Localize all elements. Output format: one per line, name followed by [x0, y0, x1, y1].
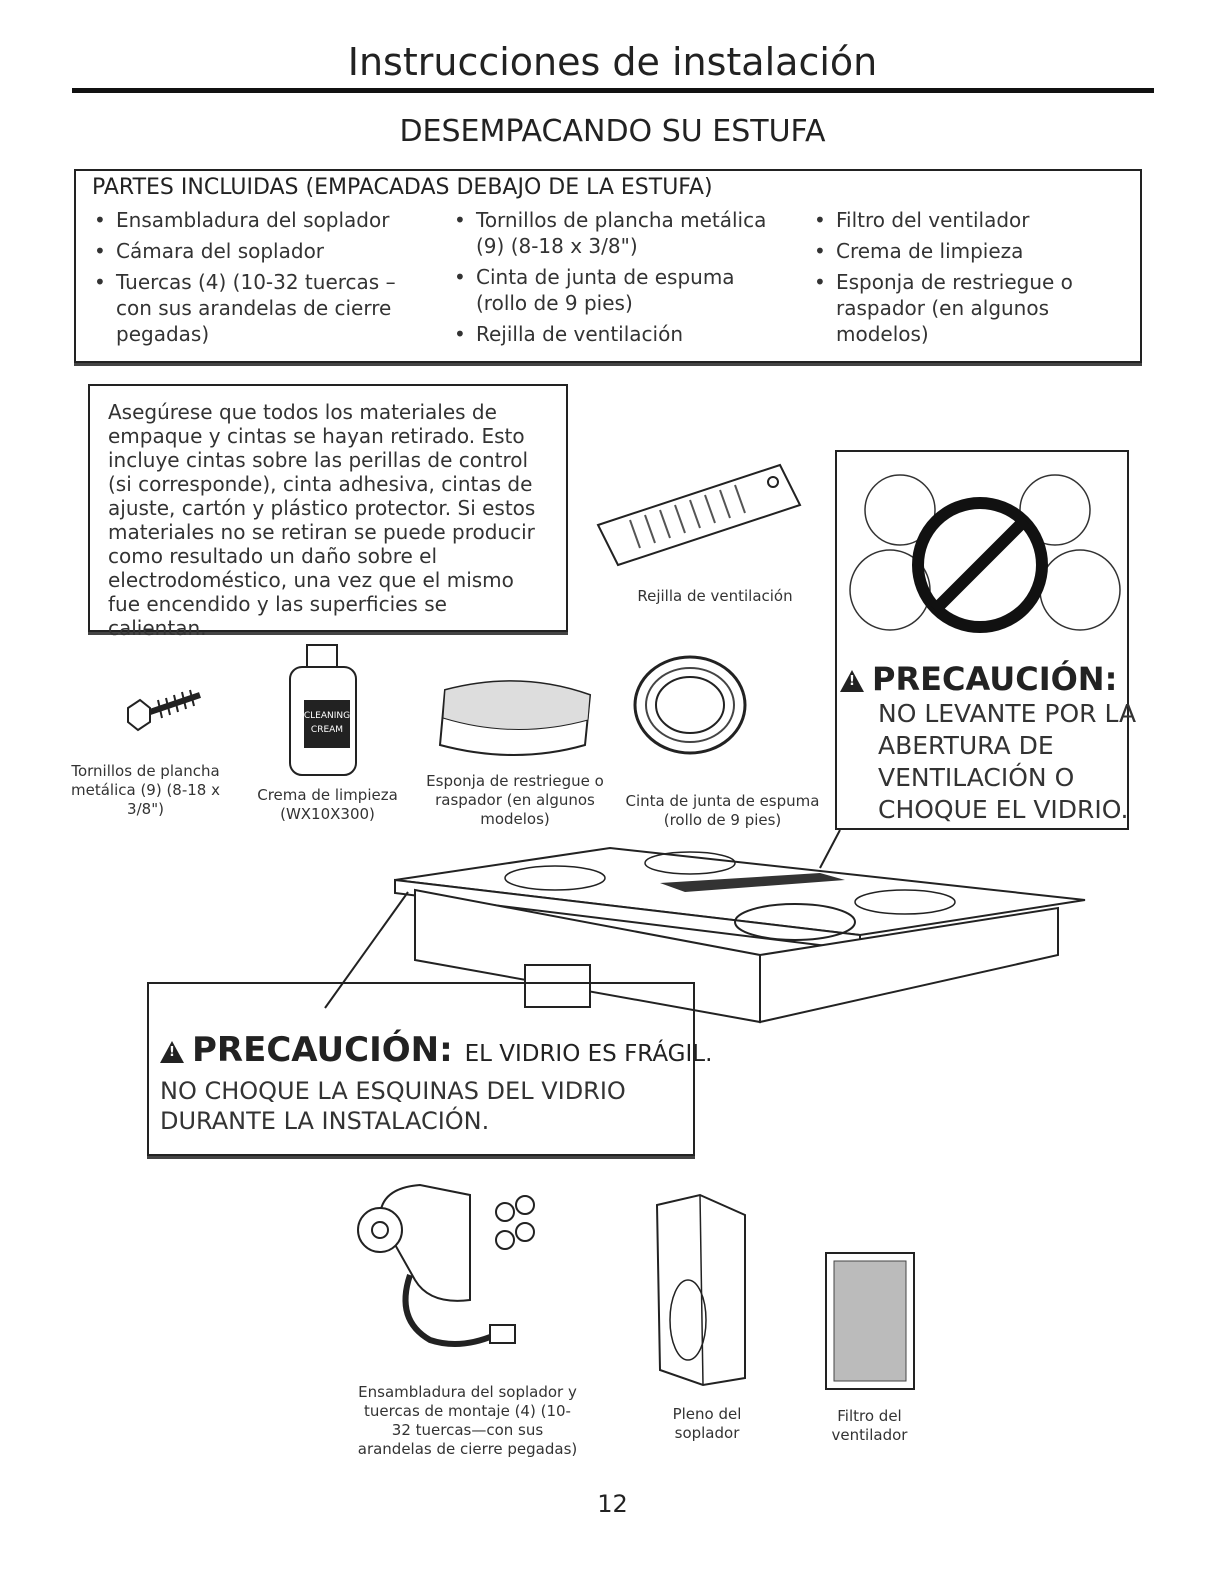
- svg-text:CREAM: CREAM: [310, 725, 344, 735]
- packaging-note: Asegúrese que todos los materiales de empaque y cintas se hayan retirado. Esto incluye cintas sobre las perillas de control (si corresponde), cinta adhesiva, cintas de ajuste, cartón y plástico protector. Si estos materiales no se retiran se puede producir como resultado un daño sobre el electrodoméstico, una vez que el mismo fue encendido y las superficies se calientan.: [88, 384, 568, 632]
- list-item: • Tornillos de plancha metálica (9) (8-18 x 3/8"): [452, 207, 782, 259]
- warning-icon: [160, 1041, 184, 1063]
- list-item: • Crema de limpieza: [812, 238, 1132, 264]
- vent-grille-caption: Rejilla de ventilación: [637, 587, 793, 605]
- list-item: • Cámara del soplador: [92, 238, 422, 264]
- plenum-caption: Pleno del soplador: [672, 1405, 742, 1442]
- list-item: • Tuercas (4) (10-32 tuercas – con sus arandelas de cierre pegadas): [92, 269, 422, 347]
- vent-grille-illustration: [598, 465, 800, 565]
- foam-tape-caption: Cinta de junta de espuma (rollo de 9 pies): [625, 792, 820, 829]
- cream-label: CLEANING: [303, 711, 351, 721]
- plenum-illustration: [657, 1195, 745, 1385]
- filter-illustration: [826, 1253, 914, 1389]
- list-item: • Filtro del ventilador: [812, 207, 1132, 233]
- cream-caption: Crema de limpieza (WX10X300): [257, 786, 398, 823]
- parts-heading: PARTES INCLUIDAS (EMPACADAS DEBAJO DE LA ESTUFA): [92, 175, 713, 200]
- list-item: • Rejilla de ventilación: [452, 321, 782, 347]
- warning-title-right: !PRECAUCIÓN:: [840, 660, 1117, 698]
- sponge-caption: Esponja de restriegue o raspador (en algunos modelos): [426, 772, 604, 828]
- list-item: • Esponja de restriegue o raspador (en algunos modelos): [812, 269, 1132, 347]
- page-title: Instrucciones de instalación: [347, 40, 878, 84]
- list-item: • Cinta de junta de espuma (rollo de 9 pies): [452, 264, 782, 316]
- page-number: 12: [597, 1490, 628, 1518]
- section-title: DESEMPACANDO SU ESTUFA: [399, 114, 826, 149]
- screw-illustration: [128, 690, 200, 730]
- cleaning-cream-illustration: [290, 645, 356, 775]
- warning-title-bottom: !PRECAUCIÓN: EL VIDRIO ES FRÁGIL.: [160, 1030, 712, 1070]
- foam-tape-illustration: [635, 657, 745, 753]
- warning-text-right: NO LEVANTE POR LA ABERTURA DE VENTILACIÓN O CHOQUE EL VIDRIO.: [878, 699, 1137, 824]
- list-item: • Ensambladura del soplador: [92, 207, 422, 233]
- sponge-illustration: [440, 681, 590, 755]
- blower-caption: Ensambladura del soplador y tuercas de montaje (4) (10-32 tuercas—con sus arandelas de cierre pegadas): [357, 1383, 578, 1458]
- screws-caption: Tornillos de plancha metálica (9) (8-18 x 3/8"): [70, 762, 220, 818]
- warning-text-bottom: NO CHOQUE LA ESQUINAS DEL VIDRIO DURANTE LA INSTALACIÓN.: [160, 1077, 626, 1135]
- warning-icon: [840, 670, 864, 692]
- filter-caption: Filtro del ventilador: [831, 1407, 908, 1444]
- warning-subtitle-bottom: EL VIDRIO ES FRÁGIL.: [464, 1041, 713, 1067]
- blower-illustration: [358, 1185, 534, 1344]
